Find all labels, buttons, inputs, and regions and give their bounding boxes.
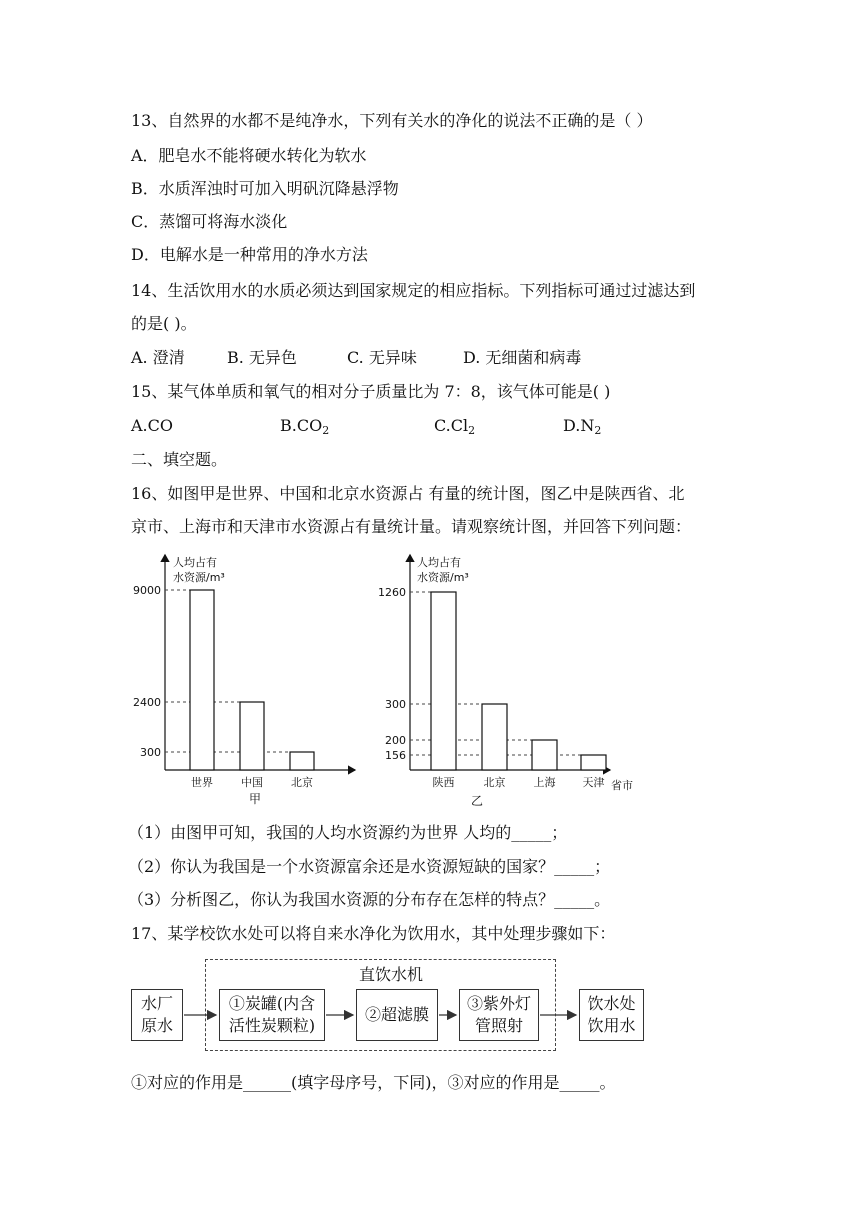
x-tick-label: 北京 [291,776,313,789]
q13-option-c: C．蒸馏可将海水淡化 [131,212,288,231]
y-tick-label: 156 [385,749,406,762]
source-water-box: 水厂 原水 [131,989,183,1041]
y-tick-label: 200 [385,734,406,747]
q14-stem-line1: 14、生活饮用水的水质必须达到国家规定的相应指标。下列指标可通过过滤达到 [131,281,696,300]
q14-option-a: A. 澄清 [131,348,185,367]
chart-caption: 乙 [470,794,484,808]
chart-caption: 甲 [248,792,262,806]
q13-option-d: D．电解水是一种常用的净水方法 [131,245,368,264]
x-tick-label: 陕西 [432,776,455,789]
section-heading: 二、填空题。 [131,450,228,469]
q14-option-c: C. 无异味 [347,348,417,367]
q15-option-c: $C.Cl_2$ [434,416,476,437]
x-tick-label: 北京 [483,776,506,789]
x-tick-label: 上海 [533,776,556,789]
q17-answer-line: ①对应的作用是______(填字母序号，下同)，③对应的作用是_____。 [131,1073,616,1092]
q15-stem: 15、某气体单质和氧气的相对分子质量比为 7：8，该气体可能是( ) [131,382,611,401]
x-tick-label: 天津 [582,776,605,789]
q16-stem-line2: 京市、上海市和天津市水资源占有量统计量。请观察统计图，并回答下列问题： [131,517,692,536]
q13-option-b: B．水质浑浊时可加入明矾沉降悬浮物 [131,179,399,198]
carbon-tank-box: ①炭罐(内含 活性炭颗粒) [219,989,325,1041]
q15-option-a: A.CO [131,416,173,435]
q15-option-b: $B.CO_2$ [280,416,330,437]
q16-sub3: （3）分析图乙，你认为我国水资源的分布存在怎样的特点？_____。 [128,890,611,909]
q16-stem-line1: 16、如图甲是世界、中国和北京水资源占 有量的统计图，图乙中是陕西省、北 [131,484,685,503]
y-tick-label: 300 [140,746,161,759]
y-axis-label-line1: 人均占有 [173,556,217,569]
q14-stem-line2: 的是( )。 [131,314,197,333]
x-axis-label: 省市 [611,779,633,792]
q17-stem: 17、某学校饮水处可以将自来水净化为饮用水，其中处理步骤如下： [131,924,616,943]
ultrafiltration-box: ②超滤膜 [356,989,438,1041]
q13-option-a: A．肥皂水不能将硬水转化为软水 [131,146,367,165]
uv-lamp-box: ③紫外灯 管照射 [459,989,539,1041]
y-tick-label: 300 [385,698,406,711]
x-tick-label: 中国 [241,776,263,789]
x-tick-label: 世界 [191,776,213,789]
machine-title: 直饮水机 [355,962,427,985]
q16-sub1: （1）由图甲可知，我国的人均水资源约为世界 人均的_____； [128,823,568,842]
y-axis-label-line2: 水资源/m³ [173,571,225,584]
q15-option-d: $D.N_2$ [563,416,602,437]
y-tick-label: 1260 [378,586,406,599]
q16-sub2: （2）你认为我国是一个水资源富余还是水资源短缺的国家？_____； [128,857,611,876]
y-axis-label-line2: 水资源/m³ [417,571,469,584]
y-axis-label-line1: 人均占有 [417,556,461,569]
q13-stem: 13、自然界的水都不是纯净水，下列有关水的净化的说法不正确的是（ ） [131,111,653,130]
drinking-water-box: 饮水处 饮用水 [579,989,644,1041]
y-tick-label: 9000 [133,584,161,597]
q14-option-d: D. 无细菌和病毒 [463,348,582,367]
q14-option-b: B. 无异色 [227,348,297,367]
y-tick-label: 2400 [133,696,161,709]
